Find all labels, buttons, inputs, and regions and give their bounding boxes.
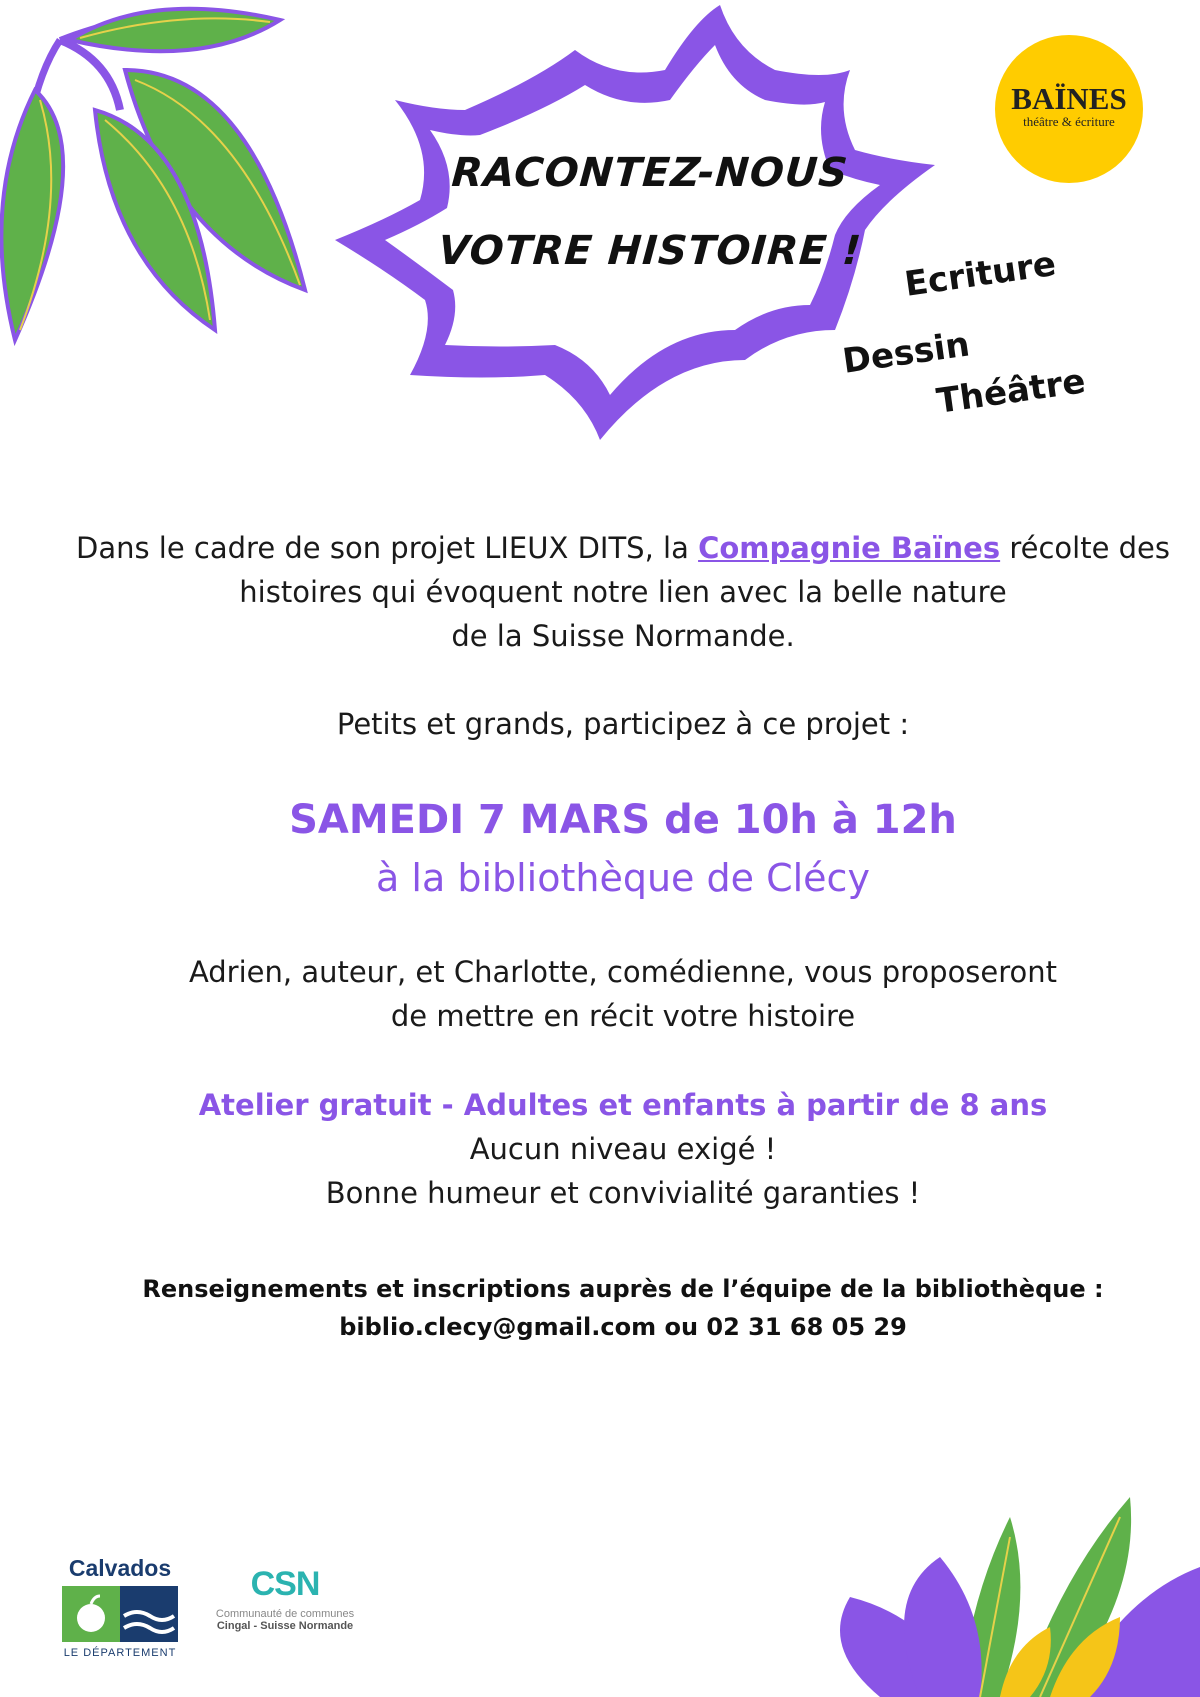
niveau-info: Aucun niveau exigé ! <box>469 1132 777 1166</box>
discipline-dessin: Dessin <box>840 324 973 382</box>
csn-logo <box>205 1565 365 1632</box>
calvados-logo-dept: LE DÉPARTEMENT <box>63 1647 177 1659</box>
contact-heading: Renseignements et inscriptions auprès de l’équipe de la bibliothèque : <box>142 1275 1104 1303</box>
contact-details: biblio.clecy@gmail.com ou 02 31 68 05 29 <box>339 1313 907 1341</box>
atelier-info: Atelier gratuit - Adultes et enfants à partir de 8 ans <box>198 1088 1048 1122</box>
intro-text-part1: Dans le cadre de son projet LIEUX DITS, la <box>75 531 699 565</box>
compagnie-baines-link[interactable]: Compagnie Baïnes <box>698 531 1001 565</box>
plant-decoration-top <box>0 0 320 350</box>
event-date: SAMEDI 7 MARS de 10h à 12h <box>289 797 957 843</box>
facilitators-line1: Adrien, auteur, et Charlotte, comédienne, vous proposeront <box>188 955 1058 989</box>
calvados-logo <box>60 1555 180 1659</box>
csn-logo-line1: Communauté de communes <box>215 1608 355 1620</box>
calvados-emblem-icon <box>62 1586 178 1642</box>
baines-logo-name: BAÏNES <box>1011 80 1127 116</box>
intro-text-part3: de la Suisse Normande. <box>451 619 795 653</box>
baines-logo-subtitle: théâtre & écriture <box>1023 113 1115 129</box>
baines-logo <box>995 35 1143 183</box>
intro-paragraph <box>40 526 1200 658</box>
intro-text-part2: récolte des histoires qui évoquent notre lien avec la belle nature <box>239 531 1171 609</box>
call-to-action: Petits et grands, participez à ce projet : <box>336 707 910 741</box>
discipline-ecriture: Ecriture <box>902 244 1059 305</box>
humeur-info: Bonne humeur et convivialité garanties ! <box>325 1176 921 1210</box>
csn-logo-line2: Cingal - Suisse Normande <box>216 1620 354 1632</box>
title-line-1: RACONTEZ-NOUS <box>450 150 850 196</box>
title-line-2: VOTRE HISTOIRE ! <box>436 228 864 274</box>
flower-decoration-bottom <box>820 1477 1200 1697</box>
calvados-logo-name: Calvados <box>68 1555 172 1581</box>
discipline-theatre: Théâtre <box>934 361 1088 422</box>
csn-logo-mark: CSN <box>250 1565 320 1603</box>
facilitators-line2: de mettre en récit votre histoire <box>390 999 856 1033</box>
event-place: à la bibliothèque de Clécy <box>376 856 870 900</box>
facilitators-paragraph <box>40 950 1200 1038</box>
